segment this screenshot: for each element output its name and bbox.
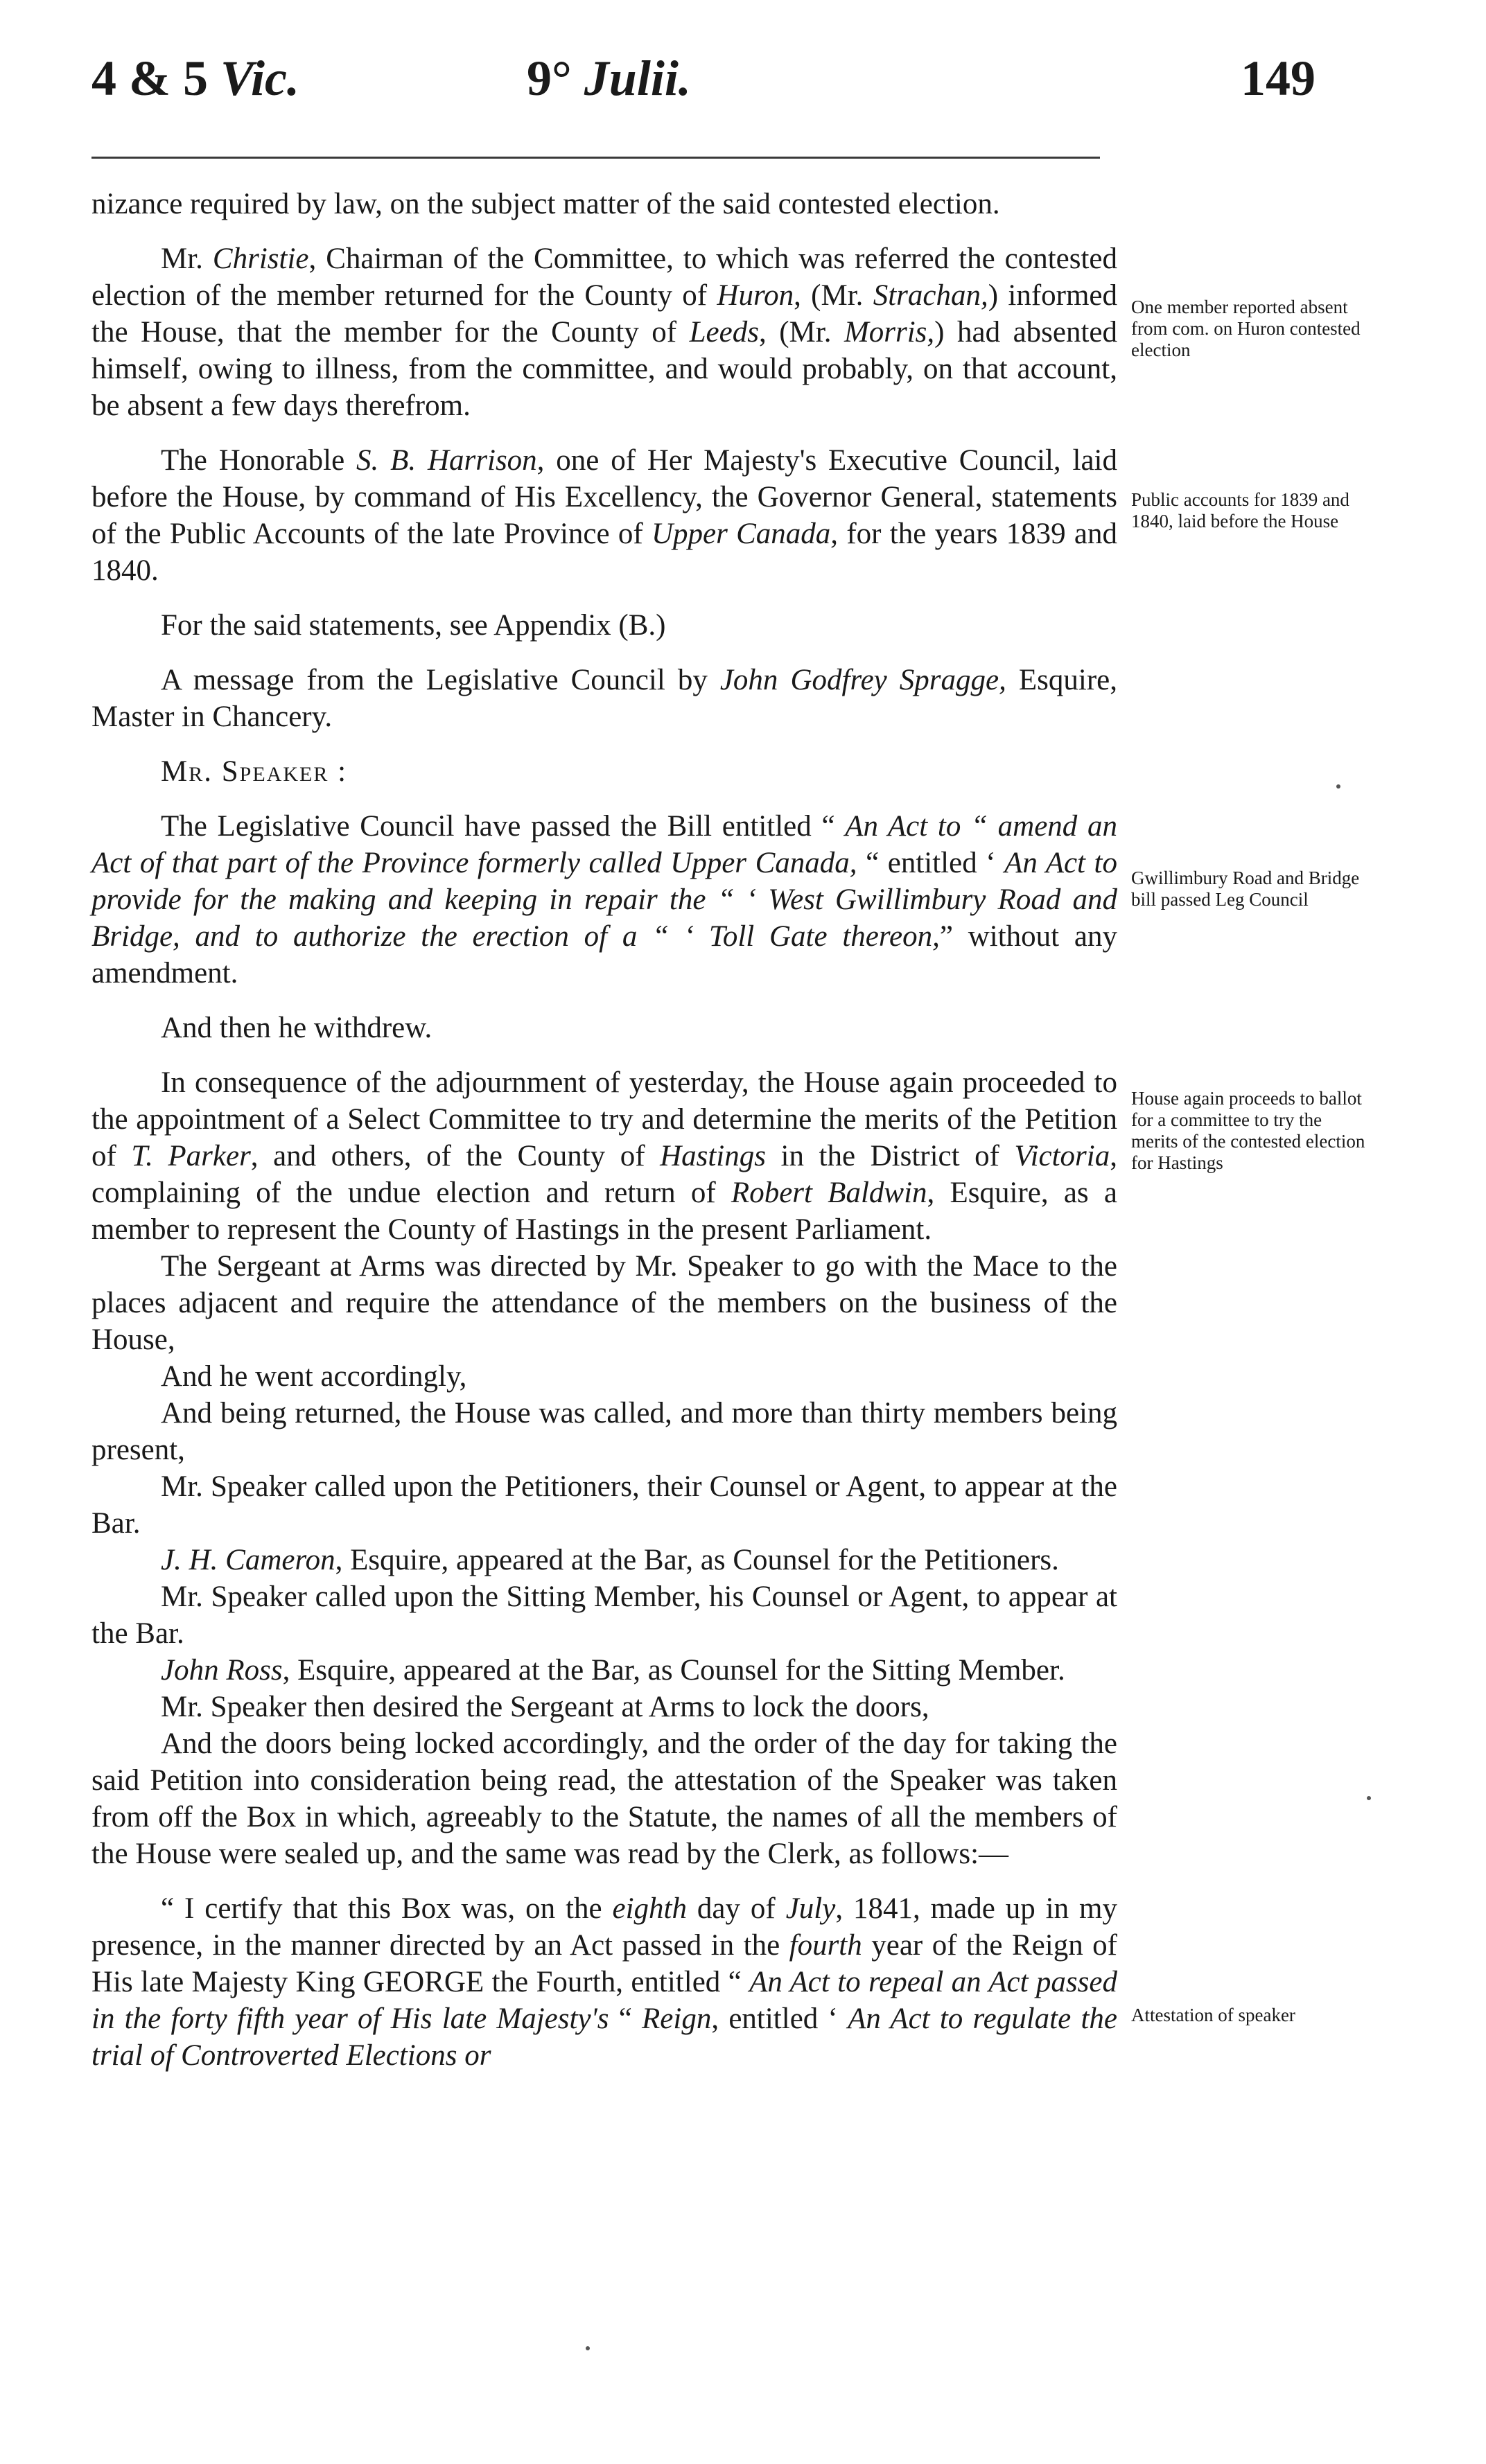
paragraph-christie: Mr. Christie, Chairman of the Committee, to which was referred the contested election of the member returned for the County of Huron, (Mr. Strachan,) informed the House, that the member for the County of Leeds, (Mr. Morris,) had absented himself, owing to illness, from the committee, and would probably, on that account, be absent a few days therefrom.: [91, 243, 1118, 422]
paragraph-sitting-member-called: Mr. Speaker called upon the Sitting Member, his Counsel or Agent, to appear at the Bar.: [91, 1581, 1117, 1650]
paragraph-petitioners-called: Mr. Speaker called upon the Petitioners, their Counsel or Agent, to appear at the Bar.: [91, 1470, 1117, 1540]
paragraph-sergeant: The Sergeant at Arms was directed by Mr. Speaker to go with the Mace to the places adjacent and require the attendance of the members on the business of the House,: [91, 1250, 1117, 1356]
margin-note-gwillimbury-bill: Gwillimbury Road and Bridge bill passed Leg Council: [1131, 868, 1360, 910]
paragraph-certificate: “ I certify that this Box was, on the eighth day of July, 1841, made up in my presence, in the manner directed by an Act passed in the fourth year of the Reign of His late Majesty King GEORGE the Fourth, entitled “ An Act to repeal an Act passed in the forty fifth year of His late Majesty's “ Reign, entitled ‘ An Act to regulate the trial of Controverted Elections or: [91, 1892, 1118, 2072]
paragraph-appendix: For the said statements, see Appendix (B.): [161, 609, 666, 642]
margin-note-absent-member: One member reported absent from com. on Huron contested election: [1131, 297, 1361, 360]
paragraph-attestation-read: And the doors being locked accordingly, and the order of the day for taking the said Petition into consideration being read, the attestation of the Speaker was taken from off the Box in which, agreeably to the Statute, the names of all the members of the House were sealed up, and the same was read by the Clerk, as follows:—: [91, 1727, 1117, 1870]
paragraph-returned: And being returned, the House was called, and more than thirty members being present,: [91, 1397, 1117, 1466]
paragraph-went: And he went accordingly,: [161, 1360, 467, 1393]
margin-note-hastings-ballot: House again proceeds to ballot for a committee to try the merits of the contested election for Hastings: [1131, 1088, 1365, 1173]
paragraph-continuation: nizance required by law, on the subject matter of the said contested election.: [91, 188, 1000, 220]
paragraph-speaker-address: Mr. Speaker :: [161, 755, 348, 788]
paragraph-message: A message from the Legislative Council by John Godfrey Spragge, Esquire, Master in Chancery.: [91, 664, 1117, 733]
paper-speck: [1336, 784, 1340, 789]
paragraph-hastings: In consequence of the adjournment of yesterday, the House again proceeded to the appointment of a Select Committee to try and determine the merits of the Petition of T. Parker, and others, of the County of Hastings in the District of Victoria, complaining of the undue election and return of Robert Baldwin, Esquire, as a member to represent the County of Hastings in the present Parliament.: [91, 1066, 1117, 1246]
page-number: 149: [1241, 51, 1315, 106]
paragraph-lock-doors: Mr. Speaker then desired the Sergeant at Arms to lock the doors,: [161, 1691, 929, 1723]
paragraph-bill: The Legislative Council have passed the Bill entitled “ An Act to “ amend an Act of that part of the Province formerly called Upper Canada, “ entitled ‘ An Act to provide for the making and keeping in repair the “ ‘ West Gwillimbury Road and Bridge, and to authorize the erection of a “ ‘ Toll Gate thereon,” without any amendment.: [91, 810, 1118, 989]
paragraph-cameron: J. H. Cameron, Esquire, appeared at the Bar, as Counsel for the Petitioners.: [161, 1544, 1059, 1576]
paragraph-ross: John Ross, Esquire, appeared at the Bar, as Counsel for the Sitting Member.: [161, 1654, 1065, 1687]
page-header: [0, 43, 1486, 119]
header-rule: [91, 157, 1100, 159]
journal-text: [91, 186, 1117, 2092]
margin-note-attestation: Attestation of speaker: [1131, 2005, 1295, 2025]
paper-speck: [586, 2346, 590, 2350]
session-label: 4 & 5 Vic.: [91, 51, 299, 106]
date-label: 9° Julii.: [527, 51, 691, 106]
paragraph-withdrew: And then he withdrew.: [161, 1012, 432, 1044]
paragraph-harrison: The Honorable S. B. Harrison, one of Her Majesty's Executive Council, laid before the House, by command of His Excellency, the Governor General, statements of the Public Accounts of the late Province of Upper Canada, for the years 1839 and 1840.: [91, 444, 1118, 587]
paper-speck: [1367, 1796, 1371, 1800]
margin-note-public-accounts: Public accounts for 1839 and 1840, laid before the House: [1131, 489, 1349, 531]
